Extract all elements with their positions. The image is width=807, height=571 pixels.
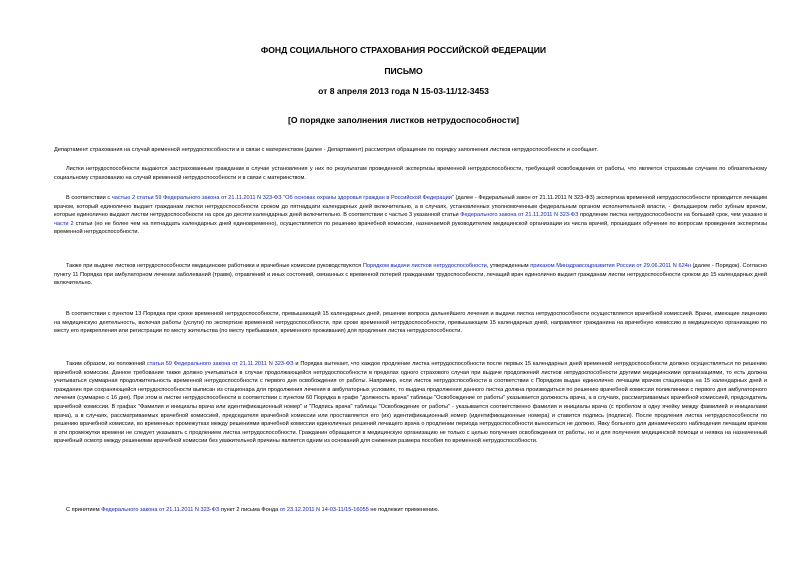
- paragraph-3: [54, 194, 767, 237]
- paragraph-7-text-2: пункт 2 письма Фонда: [219, 507, 280, 513]
- document-subject: [О порядке заполнения листков нетрудоспособности]: [287, 115, 519, 125]
- paragraph-4-text-3: (далее - Порядок). Согласно пункту 11 Порядка при амбулаторном лечении заболеваний (травм), отравлений и иных состояний, связанных с временной потерей гражданами трудоспособности, лечащий врач единолично выдает гражданам листки нетрудоспособности сроком до 15 календарных дней включительно.: [54, 263, 767, 287]
- law-link-federal-323fz[interactable]: Федерального закона от 21.11.2011 N 323-ФЗ: [101, 507, 220, 513]
- paragraph-7-text-3: не подлежит применению.: [368, 507, 440, 513]
- organization-title: ФОНД СОЦИАЛЬНОГО СТРАХОВАНИЯ РОССИЙСКОЙ ФЕДЕРАЦИИ: [260, 45, 547, 55]
- paragraph-6-text-1: Таким образом, из положений: [66, 361, 147, 367]
- law-link-323fz[interactable]: Федерального закона от 21.11.2011 N 323-ФЗ: [460, 212, 579, 219]
- paragraph-4-text-2: , утвержденным: [486, 263, 531, 269]
- document-type: ПИСЬМО: [384, 66, 423, 76]
- law-link-part2-art59[interactable]: частью 2 статьи 59 Федерального закона от 21.11.2011 N 323-ФЗ "Об основах охраны здоровья граждан в Российской Федерации": [111, 195, 454, 201]
- paragraph-4: [54, 262, 767, 288]
- paragraph-6: [54, 360, 767, 446]
- paragraph-3-text-2: (далее - Федеральный закон от 21.11.2011 N 323-ФЗ) экспертиза временной нетрудоспособности проводится лечащим врачом, который единолично выдает гражданам листки нетрудоспособности сроком до пятнадцати календарных дней включительно, а в случаях, установленных уполномоченным федеральным органом исполнительной власти, - фельдшером либо зубным врачом, которые единолично выдают листки нетрудоспособности на срок до десяти календарных дней включительно. В соответствии с частью 3 указанной статьи: [54, 195, 768, 219]
- paragraph-3-text-4: статьи (но не более чем на пятнадцать календарных дней единовременно), осуществляется по решению врачебной комиссии, назначаемой руководителем медицинской организации из числа врачей, прошедших обучение по вопросам проведения экспертизы временной нетрудоспособности.: [54, 220, 767, 236]
- paragraph-6-text-2: и Порядка вытекает, что каждое продление листка нетрудоспособности после первых 15 календарных дней временной нетрудоспособности должно осуществляться по решению врачебной комиссии. Данное требование также должно учитываться в случае продолжающейся нетрудоспособности в пределах одного страхового случая при выдаче продолжений листков нетрудоспособности другими медицинскими организациями, то есть должна учитываться суммарная продолжительность временной нетрудоспособности с первого дня освобождения от работы. Например, если листок нетрудоспособности в соответствии с Порядком выдан единолично лечащим врачом стационара на 15 календарных дней и гражданин при сохраняющейся нетрудоспособности выписан из стационара для продолжения лечения в амбулаторных условиях, то выдача продолжения данного листка должна производиться по решению врачебной комиссии поликлиники с первого дня амбулаторного лечения (суммарно с 16 дня). При этом в листке нетрудоспособности в соответствии с пунктом 60 Порядка в графе "должность врача" таблицы "Освобождение от работы" указывается должность врача, а в случаях, рассматриваемых врачебной комиссией, председатель врачебной комиссии. В графах "Фамилия и инициалы врача или идентификационный номер" и "Подпись врача" таблицы "Освобождение от работы" - указывается соответственно фамилия и инициалы врача (с пробелом в одну ячейку между фамилией и инициалами врача), а в случаях, рассматриваемых врачебной комиссией, председателя врачебной комиссии или проставляется его (их) идентификационный номер (идентификационные номера) и ставится подпись (подписи). После продления листка нетрудоспособности по решению врачебной комиссии, во временных промежутках между решениями врачебной комиссии единоличных решений лечащего врача о продлении периода нетрудоспособности выноситься не должно. Явку больного для динамического наблюдения лечащим врачом в эти промежутки времени не следует указывать с продлением листка нетрудоспособности. Гражданин обращается в медицинскую организацию не только с целью получения освобождения от работы, но и для получения медицинской помощи и неявка на назначенный врачебный осмотр между решениями врачебной комиссии без уважительной причины является одним из оснований для снижения размера пособия по временной нетрудоспособности.: [54, 361, 767, 445]
- paragraph-4-text-1: Также при выдаче листков нетрудоспособности медицинские работники и врачебные комиссии руководствуются: [66, 263, 363, 269]
- order-link-624n[interactable]: приказом Минздравсоцразвития России от 29.06.2011 N 624н: [530, 263, 691, 269]
- paragraph-7: [54, 506, 767, 515]
- paragraph-7-text-1: С принятием: [66, 507, 102, 513]
- law-link-part2[interactable]: части 2: [54, 220, 74, 227]
- law-link-art59[interactable]: статьи 59 Федерального закона от 21.11.2011 N 323-ФЗ: [146, 361, 294, 367]
- fund-letter-link[interactable]: от 23.12.2011 N 14-03-11/15-16055: [279, 507, 369, 513]
- paragraph-3-text-1: В соответствии с: [66, 195, 112, 201]
- document-date-number: от 8 апреля 2013 года N 15-03-11/12-3453: [318, 86, 489, 96]
- paragraph-2: Листки нетрудоспособности выдаются застрахованным гражданам в случае установления у них по результатам проведенной экспертизы временной нетрудоспособности, требующей освобождения от работы, что является страховым случаем по обязательному социальному страхованию на случай временной нетрудоспособности и в связи с материнством.: [54, 166, 767, 181]
- paragraph-5: В соответствии с пунктом 13 Порядка при сроке временной нетрудоспособности, превышающей 15 календарных дней, решение вопроса дальнейшего лечения и выдачи листка нетрудоспособности осуществляется врачебной комиссией. Врачи, имеющие лицензию на медицинскую деятельность, включая работы (услуги) по экспертизе временной нетрудоспособности, при сроке временной нетрудоспособности, превышающем 15 календарных дней, направляют гражданина на врачебную комиссию в медицинскую организацию по месту его прикрепления или регистрации по месту жительства (по месту пребывания, временного проживания) для продления листка нетрудоспособности.: [54, 311, 767, 335]
- paragraph-1: Департамент страхования на случай временной нетрудоспособности и в связи с материнством (далее - Департамент) рассмотрел обращение по порядку заполнения листков нетрудоспособности и сообщает.: [54, 147, 598, 153]
- procedure-link[interactable]: Порядком выдачи листков нетрудоспособности: [362, 263, 487, 269]
- paragraph-3-text-3: продление листка нетрудоспособности на больший срок, чем указано в: [578, 212, 768, 219]
